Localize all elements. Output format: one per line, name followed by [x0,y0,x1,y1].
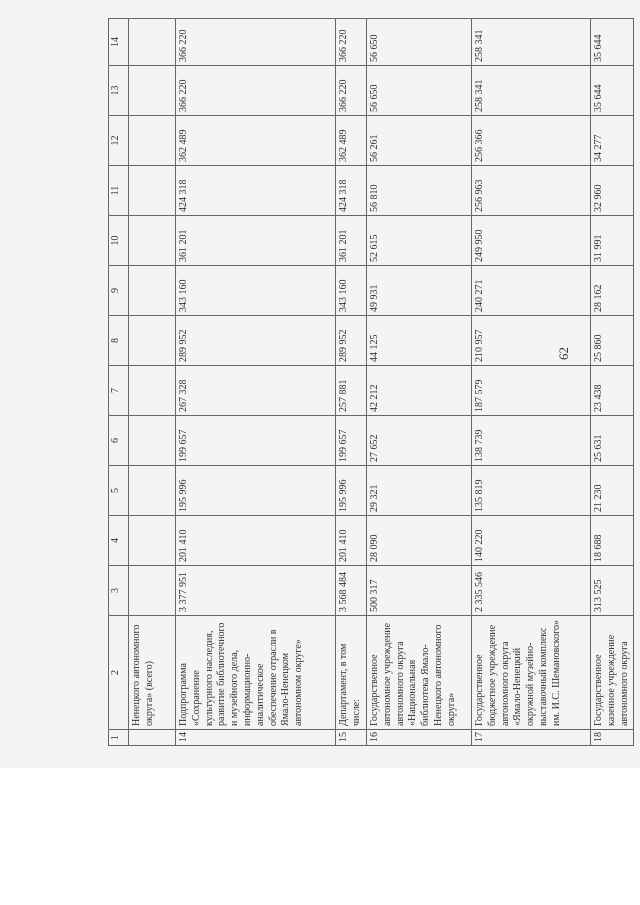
row-number: 17 [472,730,591,746]
value-cell: 56 650 [367,19,472,66]
table-row [336,19,367,746]
value-cell [129,466,176,516]
row-number [129,730,176,746]
table-row [129,19,176,746]
value-cell: 199 657 [176,416,336,466]
value-cell: 138 739 [472,416,591,466]
value-cell: 56 261 [367,116,472,166]
value-cell: 25 631 [591,416,634,466]
header-cell: 11 [109,166,129,216]
value-cell: 34 277 [591,116,634,166]
value-cell: 257 881 [336,366,367,416]
row-name: Государственное казенное учреждение автономного округа [591,616,634,730]
value-cell: 29 321 [367,466,472,516]
value-cell: 210 957 [472,316,591,366]
value-cell: 199 657 [336,416,367,466]
value-cell: 31 991 [591,216,634,266]
value-cell: 313 525 [591,566,634,616]
value-cell: 424 318 [176,166,336,216]
value-cell [129,116,176,166]
row-name: Государственное бюджетное учреждение автономного округа «Ямало-Ненецкий окружной музейно-выставочный комплекс им. И.С. Шемановского» [472,616,591,730]
header-cell: 5 [109,466,129,516]
value-cell [129,366,176,416]
header-cell: 4 [109,516,129,566]
value-cell [129,266,176,316]
row-number: 15 [336,730,367,746]
value-cell: 366 220 [176,66,336,116]
header-cell: 12 [109,116,129,166]
value-cell: 258 341 [472,66,591,116]
value-cell: 2 335 546 [472,566,591,616]
value-cell: 3 377 951 [176,566,336,616]
value-cell: 49 931 [367,266,472,316]
value-cell: 187 579 [472,366,591,416]
value-cell [129,66,176,116]
value-cell [129,216,176,266]
header-cell: 2 [109,616,129,730]
header-cell: 13 [109,66,129,116]
value-cell: 362 489 [176,116,336,166]
value-cell: 366 220 [336,66,367,116]
value-cell: 256 366 [472,116,591,166]
value-cell: 201 410 [336,516,367,566]
header-cell: 1 [109,730,129,746]
value-cell: 424 318 [336,166,367,216]
value-cell: 56 650 [367,66,472,116]
value-cell: 3 568 484 [336,566,367,616]
value-cell: 258 341 [472,19,591,66]
value-cell [129,166,176,216]
value-cell: 240 271 [472,266,591,316]
value-cell: 366 220 [336,19,367,66]
budget-table [108,18,634,746]
value-cell: 361 201 [336,216,367,266]
rotated-table-wrapper [108,19,638,746]
value-cell: 267 328 [176,366,336,416]
value-cell: 195 996 [176,466,336,516]
value-cell: 44 125 [367,316,472,366]
header-row [109,19,129,746]
blank-page-area [0,768,640,905]
value-cell [129,566,176,616]
table-row [472,19,591,746]
header-cell: 7 [109,366,129,416]
value-cell: 135 819 [472,466,591,516]
value-cell: 343 160 [336,266,367,316]
value-cell: 56 810 [367,166,472,216]
value-cell: 249 950 [472,216,591,266]
row-name: Ненецкого автономного округа» (всего) [129,616,176,730]
value-cell: 366 220 [176,19,336,66]
value-cell: 23 438 [591,366,634,416]
table-header [109,19,129,746]
value-cell: 201 410 [176,516,336,566]
value-cell: 361 201 [176,216,336,266]
value-cell [129,416,176,466]
value-cell: 362 489 [336,116,367,166]
value-cell: 18 688 [591,516,634,566]
row-name: Государственное автономное учреждение автономного округа «Национальная библиотека Ямало-Ненецкого автономного округа» [367,616,472,730]
table-row [367,19,472,746]
header-cell: 6 [109,416,129,466]
value-cell: 28 090 [367,516,472,566]
value-cell: 21 230 [591,466,634,516]
value-cell: 35 644 [591,19,634,66]
header-cell: 14 [109,19,129,66]
value-cell [129,316,176,366]
row-name: Подпрограмма «Сохранение культурного наследия, развитие библиотечного и музейного дела, информационно-аналитическое обеспечение отрасли в Ямало-Ненецком автономном округе» [176,616,336,730]
value-cell: 289 952 [336,316,367,366]
value-cell: 25 860 [591,316,634,366]
value-cell [129,516,176,566]
value-cell: 343 160 [176,266,336,316]
value-cell: 32 960 [591,166,634,216]
value-cell: 195 996 [336,466,367,516]
row-number: 16 [367,730,472,746]
value-cell: 256 963 [472,166,591,216]
header-cell: 3 [109,566,129,616]
table-row [176,19,336,746]
row-name: Департамент, в том числе: [336,616,367,730]
page-number: 62 [556,347,571,360]
row-number: 14 [176,730,336,746]
value-cell: 140 220 [472,516,591,566]
table-row [591,19,634,746]
value-cell: 35 644 [591,66,634,116]
value-cell: 289 952 [176,316,336,366]
value-cell: 42 212 [367,366,472,416]
value-cell: 28 162 [591,266,634,316]
header-cell: 10 [109,216,129,266]
table-body [129,19,634,746]
header-cell: 8 [109,316,129,366]
value-cell: 52 615 [367,216,472,266]
value-cell: 27 652 [367,416,472,466]
row-number: 18 [591,730,634,746]
value-cell [129,19,176,66]
value-cell: 500 317 [367,566,472,616]
header-cell: 9 [109,266,129,316]
